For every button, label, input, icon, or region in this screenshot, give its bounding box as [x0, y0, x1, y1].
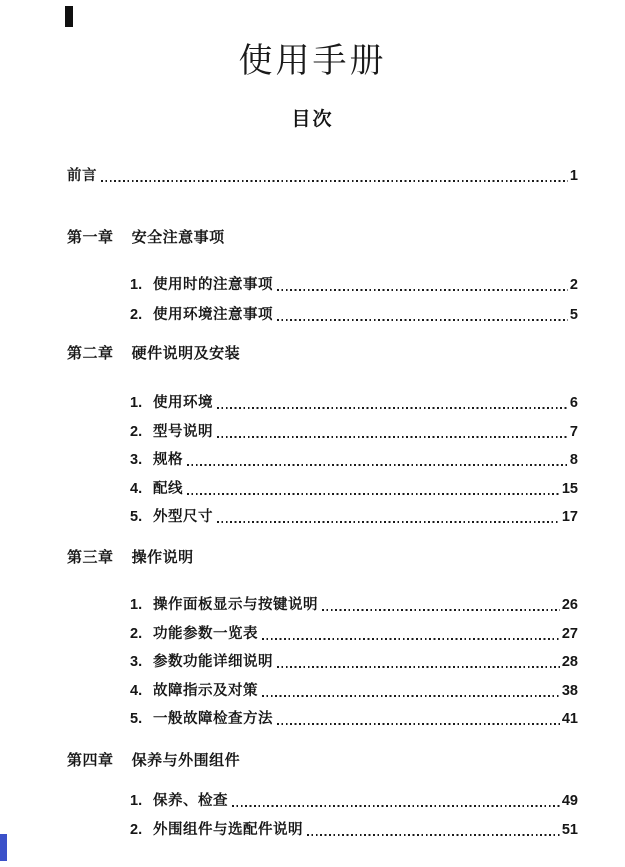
toc-preface-label: 前言	[67, 168, 97, 184]
toc-item	[67, 683, 578, 699]
toc-item	[67, 711, 578, 727]
dot-leader	[101, 180, 568, 182]
toc-item-number: 5.	[130, 509, 143, 525]
toc-item-number: 3.	[130, 654, 143, 670]
toc-item-number: 5.	[130, 711, 143, 727]
chapter-4-heading	[67, 753, 578, 769]
toc-item-page: 26	[561, 597, 578, 613]
toc-item-number: 2.	[130, 307, 143, 323]
toc-item-page: 38	[561, 683, 578, 699]
toc-item-page: 15	[561, 481, 578, 497]
toc-item-label: 型号说明	[153, 424, 213, 440]
toc-item-number: 4.	[130, 683, 143, 699]
toc-item-label: 故障指示及对策	[153, 683, 258, 699]
toc-item	[67, 626, 578, 642]
toc-item	[67, 395, 578, 411]
toc-item-page: 8	[569, 452, 578, 468]
dot-leader	[217, 407, 568, 409]
toc-item-label: 使用环境	[153, 395, 213, 411]
chapter-1-heading	[67, 230, 578, 246]
toc-item-label: 配线	[153, 481, 183, 497]
toc-item-label: 外型尺寸	[153, 509, 213, 525]
toc-item	[67, 793, 578, 809]
chapter-1-label: 第一章	[67, 229, 114, 246]
dot-leader	[277, 319, 568, 321]
toc-item-label: 保养、检查	[153, 793, 228, 809]
chapter-2-title: 硬件说明及安装	[131, 345, 241, 362]
toc-preface-page: 1	[569, 168, 578, 184]
dot-leader	[262, 638, 560, 640]
chapter-4-label: 第四章	[67, 752, 114, 769]
toc-item-page: 2	[569, 277, 578, 293]
toc-item	[67, 452, 578, 468]
toc-item-page: 6	[569, 395, 578, 411]
toc-item	[67, 654, 578, 670]
toc-item-label: 参数功能详细说明	[153, 654, 273, 670]
toc-item-number: 2.	[130, 626, 143, 642]
toc-item-number: 2.	[130, 822, 143, 838]
toc-item	[67, 597, 578, 613]
chapter-2-heading	[67, 346, 578, 362]
document-title: 使用手册	[238, 43, 387, 80]
toc-item-page: 41	[561, 711, 578, 727]
scan-edge-mark-top	[65, 6, 73, 27]
toc-item-number: 4.	[130, 481, 143, 497]
toc-item	[67, 509, 578, 525]
toc-item	[67, 822, 578, 838]
dot-leader	[187, 464, 568, 466]
toc-heading: 目次	[291, 109, 334, 130]
toc-item-number: 1.	[130, 277, 143, 293]
toc-item-page: 49	[561, 793, 578, 809]
dot-leader	[307, 834, 560, 836]
chapter-3-title: 操作说明	[131, 549, 194, 566]
dot-leader	[217, 436, 568, 438]
toc-item-label: 使用环境注意事项	[153, 307, 273, 323]
toc-item-number: 1.	[130, 597, 143, 613]
chapter-2-label: 第二章	[67, 345, 114, 362]
toc-item-page: 5	[569, 307, 578, 323]
dot-leader	[277, 666, 560, 668]
dot-leader	[277, 723, 560, 725]
dot-leader	[262, 695, 560, 697]
toc-item-number: 1.	[130, 793, 143, 809]
dot-leader	[277, 289, 568, 291]
toc-item	[67, 307, 578, 323]
dot-leader	[322, 609, 560, 611]
toc-item-page: 27	[561, 626, 578, 642]
chapter-3-label: 第三章	[67, 549, 114, 566]
dot-leader	[217, 521, 560, 523]
toc-item-label: 一般故障检查方法	[153, 711, 273, 727]
toc-preface-row	[67, 168, 578, 184]
toc-item-label: 功能参数一览表	[153, 626, 258, 642]
toc-item-page: 28	[561, 654, 578, 670]
toc-item-label: 外围组件与选配件说明	[153, 822, 303, 838]
toc-item-number: 1.	[130, 395, 143, 411]
scan-edge-mark-bottom	[0, 834, 7, 861]
toc-item-label: 规格	[153, 452, 183, 468]
toc-item-label: 使用时的注意事项	[153, 277, 273, 293]
toc-item-label: 操作面板显示与按键说明	[153, 597, 318, 613]
toc-item-page: 51	[561, 822, 578, 838]
dot-leader	[187, 493, 560, 495]
toc-item	[67, 277, 578, 293]
toc-item	[67, 481, 578, 497]
toc-item-number: 3.	[130, 452, 143, 468]
toc-item-number: 2.	[130, 424, 143, 440]
chapter-4-title: 保养与外围组件	[131, 752, 241, 769]
dot-leader	[232, 805, 560, 807]
toc-item-page: 17	[561, 509, 578, 525]
chapter-1-title: 安全注意事项	[131, 229, 225, 246]
toc-item-page: 7	[569, 424, 578, 440]
chapter-3-heading	[67, 550, 578, 566]
toc-item	[67, 424, 578, 440]
